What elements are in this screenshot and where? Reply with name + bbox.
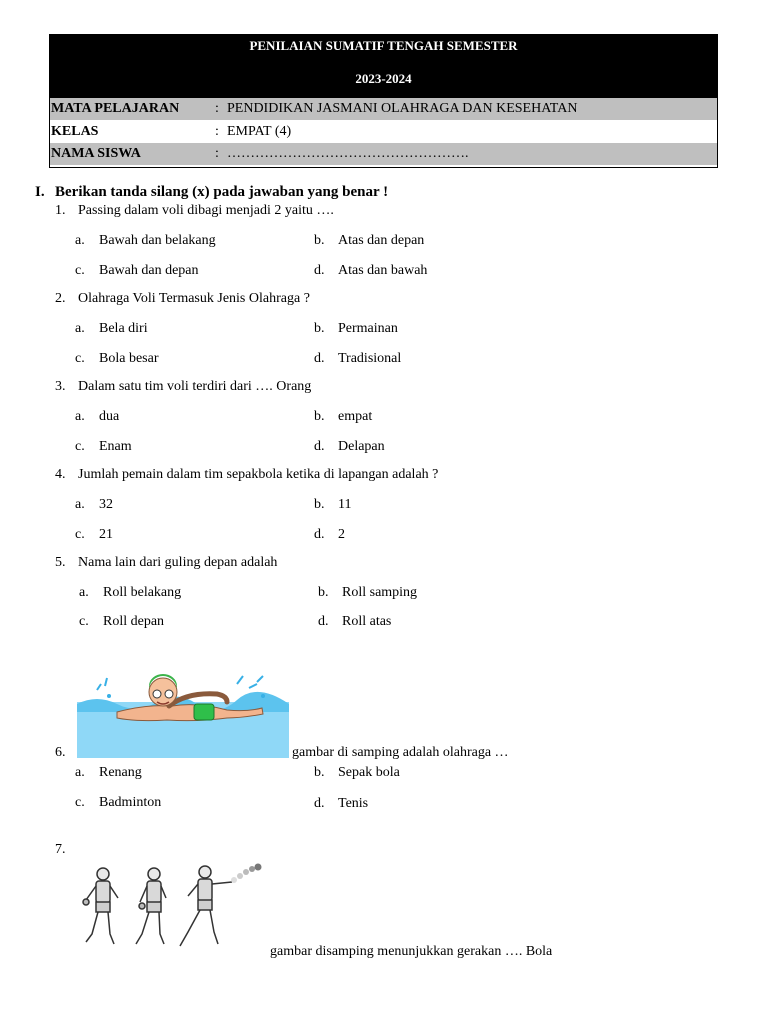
kid-figure-1 [83,868,118,944]
option-text: Permainan [338,321,398,336]
option-text: Renang [99,765,142,780]
option-letter: b. [314,409,325,424]
q4-option-c[interactable] [75,527,113,543]
q1-option-d[interactable] [314,263,427,279]
q3-option-d[interactable] [314,439,385,455]
option-text: Roll depan [103,614,165,629]
option-text: Enam [99,439,132,454]
exam-title: PENILAIAN SUMATIF TENGAH SEMESTER [249,38,518,53]
option-letter: b. [314,321,325,336]
q4-option-b[interactable] [314,497,351,513]
option-text: Tenis [338,796,369,811]
option-text: Atas dan bawah [338,263,428,278]
water-splash [97,676,263,690]
option-text: Bola besar [99,351,159,366]
q2-option-c[interactable] [75,351,158,367]
swim-trunks [194,704,214,720]
question-4-text: Jumlah pemain dalam tim sepakbola ketika di lapangan adalah ? [78,467,439,482]
option-letter: d. [314,527,325,542]
q1-option-a[interactable] [75,233,216,249]
q1-option-c[interactable] [75,263,199,279]
question-6-number: 6. [55,745,66,760]
q5-option-b[interactable] [318,585,417,601]
q5-option-d[interactable] [318,614,391,630]
q6-option-c[interactable] [75,795,161,811]
q6-option-d[interactable] [314,796,368,812]
option-text: Roll belakang [103,585,182,600]
q2-option-d[interactable] [314,351,401,367]
section-instruction: Berikan tanda silang (x) pada jawaban yang benar ! [55,184,389,200]
q3-option-a[interactable] [75,409,119,425]
option-letter: c. [75,795,85,810]
student-name-row [50,143,717,165]
section-number: I. [35,184,45,200]
question-5-text: Nama lain dari guling depan adalah [78,555,278,570]
question-1-text: Passing dalam voli dibagi menjadi 2 yaitu …. [78,203,334,218]
colon: : [215,101,219,116]
option-letter: c. [75,263,85,278]
goggle-left [153,690,161,698]
option-letter: d. [314,263,325,278]
class-label: KELAS [51,124,99,139]
option-letter: d. [314,439,325,454]
question-1-number: 1. [55,203,66,218]
option-letter: c. [75,527,85,542]
goggle-right [165,690,173,698]
option-text: 32 [99,497,113,512]
option-letter: c. [79,614,89,629]
colon: : [215,124,219,139]
option-letter: a. [75,409,85,424]
exam-header-table [49,34,718,168]
subject-value: PENDIDIKAN JASMANI OLAHRAGA DAN KESEHATAN [227,101,578,116]
option-letter: b. [318,585,329,600]
option-text: Roll atas [342,614,392,629]
option-text: Bawah dan belakang [99,233,216,248]
option-letter: a. [79,585,89,600]
option-letter: a. [75,321,85,336]
colon: : [215,146,219,161]
question-2-number: 2. [55,291,66,306]
option-letter: b. [314,233,325,248]
option-letter: a. [75,233,85,248]
option-letter: a. [75,497,85,512]
option-text: Atas dan depan [338,233,425,248]
option-text: dua [99,409,120,424]
q5-option-a[interactable] [79,585,181,601]
q3-option-c[interactable] [75,439,132,455]
question-6-text: gambar di samping adalah olahraga … [292,745,509,760]
question-4-number: 4. [55,467,66,482]
option-text: Badminton [99,795,162,810]
question-7-text: gambar disamping menunjukkan gerakan …. Bola [270,944,553,959]
student-name-label: NAMA SISWA [51,146,141,161]
q4-option-a[interactable] [75,497,113,513]
q2-option-a[interactable] [75,321,148,337]
swimmer-illustration [77,672,289,758]
option-letter: a. [75,765,85,780]
option-letter: c. [75,351,85,366]
option-text: 11 [338,497,352,512]
option-text: 21 [99,527,113,542]
option-letter: b. [314,497,325,512]
class-value: EMPAT (4) [227,124,292,139]
q1-option-b[interactable] [314,233,424,249]
option-text: empat [338,409,373,424]
splash-drop [261,694,265,698]
option-letter: c. [75,439,85,454]
splash-drop [107,694,111,698]
exam-year: 2023-2024 [355,71,412,86]
kid-figure-2 [136,868,166,944]
student-name-blank[interactable]: ……………………………………………. [227,146,469,161]
q4-option-d[interactable] [314,527,345,543]
question-3-text: Dalam satu tim voli terdiri dari …. Orang [78,379,312,394]
q6-option-a[interactable] [75,765,142,781]
q2-option-b[interactable] [314,321,398,337]
option-text: 2 [338,527,345,542]
option-text: Delapan [338,439,385,454]
question-2-text: Olahraga Voli Termasuk Jenis Olahraga ? [78,291,310,306]
header-title-block [50,35,717,98]
option-letter: d. [318,614,329,629]
option-text: Bela diri [99,321,148,336]
option-text: Roll samping [342,585,418,600]
question-7-number: 7. [55,842,66,857]
question-5-number: 5. [55,555,66,570]
option-letter: d. [314,796,325,811]
q3-option-b[interactable] [314,409,372,425]
q6-option-b[interactable] [314,765,400,781]
subject-label: MATA PELAJARAN [51,101,180,116]
option-text: Bawah dan depan [99,263,199,278]
subject-row [50,98,717,120]
option-letter: b. [314,765,325,780]
question-3-number: 3. [55,379,66,394]
class-row [50,121,717,143]
option-text: Sepak bola [338,765,400,780]
option-text: Tradisional [338,351,402,366]
option-letter: d. [314,351,325,366]
throwing-kids-illustration [80,862,265,957]
kid-figure-3 [180,866,232,946]
q5-option-c[interactable] [79,614,164,630]
ball-trajectory [231,864,262,884]
